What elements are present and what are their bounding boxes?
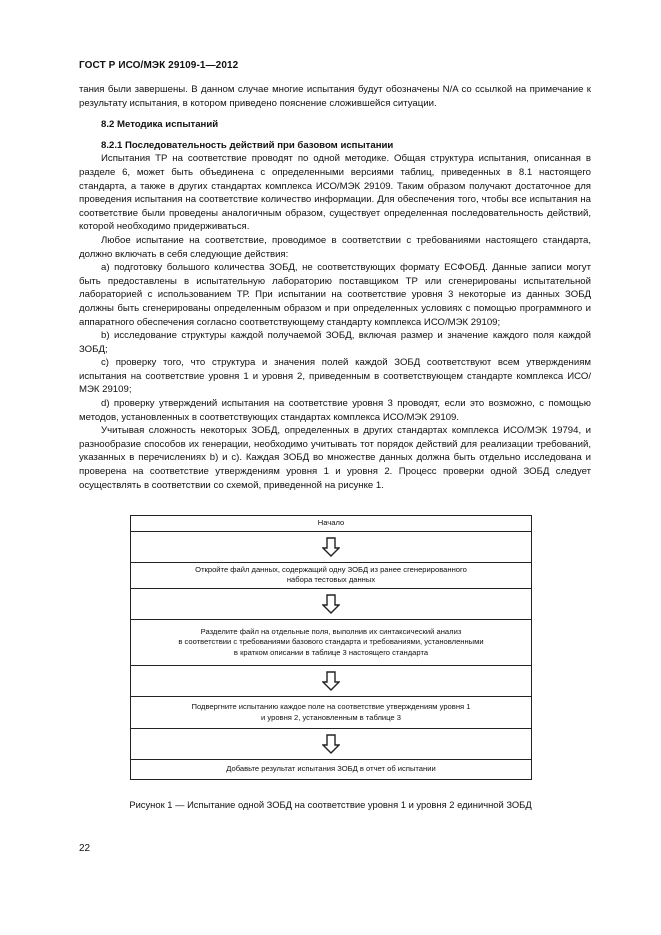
flowchart bbox=[130, 515, 532, 780]
list-item-b: b) исследование структуры каждой получаемой ЗОБД, включая размер и значение каждого поля каждой ЗОБД; bbox=[79, 330, 591, 355]
flow-arrow bbox=[131, 588, 531, 619]
page-number: 22 bbox=[79, 843, 91, 854]
body-text bbox=[79, 83, 591, 492]
flow-step-add-result-label: Добавьте результат испытания ЗОБД в отчет об испытании bbox=[226, 764, 436, 773]
flow-step-parse-fields bbox=[131, 619, 531, 666]
down-arrow-icon bbox=[322, 594, 340, 614]
flow-step-parse-fields-line3: в кратком описании в таблице 3 настоящего стандарта bbox=[233, 647, 429, 657]
figure-caption: Рисунок 1 — Испытание одной ЗОБД на соответствие уровня 1 и уровня 2 единичной ЗОБД bbox=[129, 799, 532, 810]
section-heading-8-2: 8.2 Методика испытаний bbox=[101, 119, 219, 131]
flow-step-parse-fields-line1: Разделите файл на отдельные поля, выполнив их синтаксический анализ bbox=[200, 626, 462, 636]
flow-step-start-label: Начало bbox=[317, 518, 345, 527]
list-item-c: c) проверку того, что структура и значения полей каждой ЗОБД соответствуют всем утверждениям испытания на соответствие уровня 1 и уровня 2, приведенным в соответствующем стандарте комплекса ИСО/МЭК 29109; bbox=[79, 357, 591, 396]
flow-arrow bbox=[131, 665, 531, 696]
flow-arrow bbox=[131, 531, 531, 562]
flow-step-open-file-line2: набора тестовых данных bbox=[286, 575, 376, 584]
down-arrow-icon bbox=[322, 734, 340, 754]
list-item-d: d) проверку утверждений испытания на соответствие уровня 3 проводят, если это возможно, с помощью методов, установленных в соответствующих стандартах комплекса ИСО/МЭК 29109. bbox=[79, 398, 591, 423]
flow-step-test-fields-line2: и уровня 2, установленным в таблице 3 bbox=[261, 712, 401, 722]
down-arrow-icon bbox=[322, 537, 340, 557]
flow-step-test-fields bbox=[131, 696, 531, 728]
flow-step-open-file bbox=[131, 562, 531, 588]
flow-step-add-result bbox=[131, 759, 531, 779]
list-item-a: a) подготовку большого количества ЗОБД, не соответствующих формату ЕСФОБД. Данные записи могут быть предоставлены в испытательную лабораторию поставщиком ТР или сгенерированы испытательной лабораторией с использованием ТР. При испытании на соответствие уровня 3 некоторые из данных ЗОБД должны быть сгенерированы определенным образом и при определенных условиях с помощью программного и аппаратного обеспечения согласно соответствующему стандарту комплекса ИСО/МЭК 29109; bbox=[79, 262, 591, 328]
flow-step-test-fields-line1: Подвергните испытанию каждое поле на соответствие утверждениям уровня 1 bbox=[191, 702, 471, 711]
subsection-heading-8-2-1: 8.2.1 Последовательность действий при базовом испытании bbox=[101, 139, 394, 151]
paragraph-3: Учитывая сложность некоторых ЗОБД, определенных в других стандартах комплекса ИСО/МЭК 19794, и разнообразие способов их генерации, необходимо учитывать тот порядок действий для реализации требований, указанных в перечислениях b) и c). Каждая ЗОБД во множестве данных должна быть отдельно исследована и проверена на соответствие утверждениям уровня 1 и уровня 2. Процесс проверки одной ЗОБД следует осуществлять в соответствии со схемой, приведенной на рисунке 1. bbox=[79, 425, 591, 491]
down-arrow-icon bbox=[322, 671, 340, 691]
paragraph-2: Любое испытание на соответствие, проводимое в соответствии с требованиями настоящего стандарта, должно включать в себя следующие действия: bbox=[79, 234, 591, 260]
document-header: ГОСТ Р ИСО/МЭК 29109-1—2012 bbox=[79, 60, 239, 71]
paragraph-continuation: тания были завершены. В данном случае многие испытания будут обозначены N/A со ссылкой на примечание к результату испытания, в котором приведено пояснение сложившейся ситуации. bbox=[79, 84, 591, 109]
flow-step-parse-fields-line2: в соответствии с требованиями базового стандарта и требованиями, установленными bbox=[178, 637, 484, 646]
paragraph-1: Испытания ТР на соответствие проводят по одной методике. Общая структура испытания, описанная в разделе 6, может быть объединена с определенными версиями таблиц, приведенных в 8.1 настоящего стандарта, а также в других стандартах комплекса ИСО/МЭК 29109. Таким образом получают достаточное для проведения испытания на соответствие количество информации. Для обеспечения того, чтобы все испытания на соответствие были проведены аналогичным образом, существует определенная последовательность действий, которой необходимо придерживаться. bbox=[79, 153, 591, 233]
flow-step-open-file-line1: Откройте файл данных, содержащий одну ЗОБД из ранее сгенерированного bbox=[195, 564, 467, 574]
flow-step-start bbox=[131, 516, 531, 531]
flow-arrow bbox=[131, 728, 531, 759]
